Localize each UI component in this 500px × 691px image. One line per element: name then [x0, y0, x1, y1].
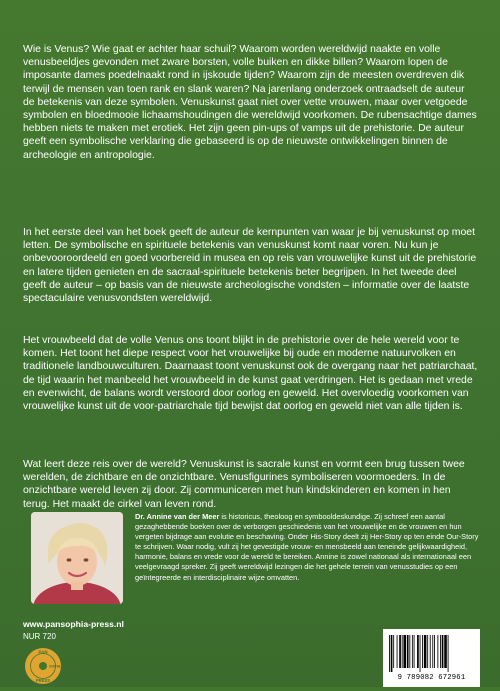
isbn-barcode	[383, 629, 480, 687]
svg-text:PRESS: PRESS	[35, 678, 51, 683]
publisher-website[interactable]: www.pansophia-press.nl	[23, 619, 124, 629]
author-name: Dr. Annine van der Meer	[135, 512, 220, 521]
publisher-logo	[23, 646, 63, 686]
barcode-bar	[442, 635, 444, 668]
barcode-bar	[440, 635, 441, 668]
blurb-paragraph-4: Wat leert deze reis over de wereld? Venuskunst is sacrale kunst en vormt een brug tussen twee werelden, de zichtbare en de onzichtbare. Venusfigurines symboliseren voormoeders. In de onzichtbare wereld leven zij door. Zij communiceren met hun kindskinderen en komen in hen terug. Het maakt de cirkel van leven rond.	[23, 459, 465, 510]
isbn-number: 9 789082 672961	[397, 674, 466, 682]
barcode-bar	[412, 635, 413, 668]
barcode-bar	[409, 635, 410, 668]
barcode-bar	[402, 635, 403, 668]
barcode-bar	[399, 635, 401, 668]
barcode-bar	[444, 635, 447, 668]
barcode-bar	[403, 635, 406, 668]
barcode-bar	[407, 635, 409, 668]
barcode-bar	[389, 635, 390, 672]
barcode-bar	[430, 635, 431, 668]
barcode-bar	[397, 635, 398, 668]
barcode-bar	[417, 635, 419, 668]
author-bio	[135, 512, 481, 583]
author-section	[23, 512, 481, 604]
barcode-bar	[420, 635, 421, 672]
barcode-bar	[427, 635, 428, 668]
barcode-bar	[424, 635, 427, 668]
blurb-paragraph-1: Wie is Venus? Wie gaat er achter haar schuil? Waarom worden wereldwijd naakte en volle venusbeeldjes gevonden met zware borsten, volle buiken en dikke billen? Waarom lopen de imposante dames poedelnaakt rond in ijskoude tijden? Waarom zijn de meesten overdreven dik terwijl de mensen van toen rank en slank waren? Na jarenlang onderzoek ontraadselt de auteur de betekenis van deze symbolen. Venuskunst gaat niet over vette vrouwen, maar over vetgoede symbolen en bloedmooie lichaamshoudingen die wereldwijd voorkomen. De rubensachtige dames hebben niets te maken met erotiek. Het zijn geen pin-ups of vamps uit de prehistorie. De auteur geeft een symbolische verklaring die gebaseerd is op de nieuwste ontwikkelingen binnen de archeologie en antropologie.	[23, 44, 477, 161]
barcode-bar	[437, 635, 438, 668]
barcode-bar	[448, 635, 449, 672]
blurb-paragraph-2: In het eerste deel van het boek geeft de auteur de kernpunten van waar je bij venuskunst op moet letten. De symbolische en spirituele betekenis van venuskunst komt naar voren. Nu kun je onbevooroordeeld en goed voorbereid in musea en op reis van vrouwelijke kunst uit de prehistorie en latere tijden genieten en de sacraal-spirituele betekenis beter begrijpen. In het tweede deel geeft de auteur – op basis van de nieuwste archeologische vondsten – informatie over de laatste spectaculaire venusvondsten wereldwijd.	[23, 227, 477, 305]
barcode-bar	[414, 635, 415, 668]
svg-text:PAN: PAN	[38, 649, 48, 655]
blurb-paragraph-3: Het vrouwbeeld dat de volle Venus ons toont blijkt in de prehistorie over de hele wereld voor te komen. Het toont het diepe respect voor het vrouwelijke bij oude en moderne natuurvolken en traditionele landbouwculturen. Daarnaast toont venuskunst ook de overgang naar het patriarchaat, de tijd waarin het manbeeld het vrouwbeeld in de kunst gaat verdringen. Het is gedaan met vrede en evenwicht, de balans wordt verstoord door oorlog en geweld. Het overvloedig voorkomen van vrouwelijke kunst uit de voor-patriarchale tijd bewijst dat oorlog en geweld niet van alle tijden is.	[23, 335, 478, 413]
author-photo	[31, 512, 123, 604]
barcode-bar	[434, 635, 435, 668]
barcode-bar	[393, 635, 394, 668]
barcode-bar	[432, 635, 433, 668]
author-bio-text: is historicus, theoloog en symbooldeskundige. Zij schreef een aantal gezaghebbende boeken over de verborgen geschiedenis van het vrouwelijke en de vrouwen en hun vergeten bijdrage aan evolutie en beschaving. Onder His-Story deelt zij Her-Story op ten einde Our-Story te schrijven. Waar nodig, vult zij het gevestigde vrouw- en mensbeeld aan teneinde gelijkwaardigheid, harmonie, balans en vrede voor de wereld te bereiken. Annine is zowel nationaal als internationaal een veelgevraagd spreker. Zij geeft wereldwijd lezingen die het gehele terrein van venusstudies op een geïntegreerde en interdisciplinaire wijze omvatten.	[135, 512, 479, 582]
barcode-bar	[391, 635, 393, 672]
barcode-bar	[422, 635, 423, 668]
nur-code: NUR 720	[23, 632, 56, 641]
svg-text:SOPHIA: SOPHIA	[49, 664, 63, 669]
